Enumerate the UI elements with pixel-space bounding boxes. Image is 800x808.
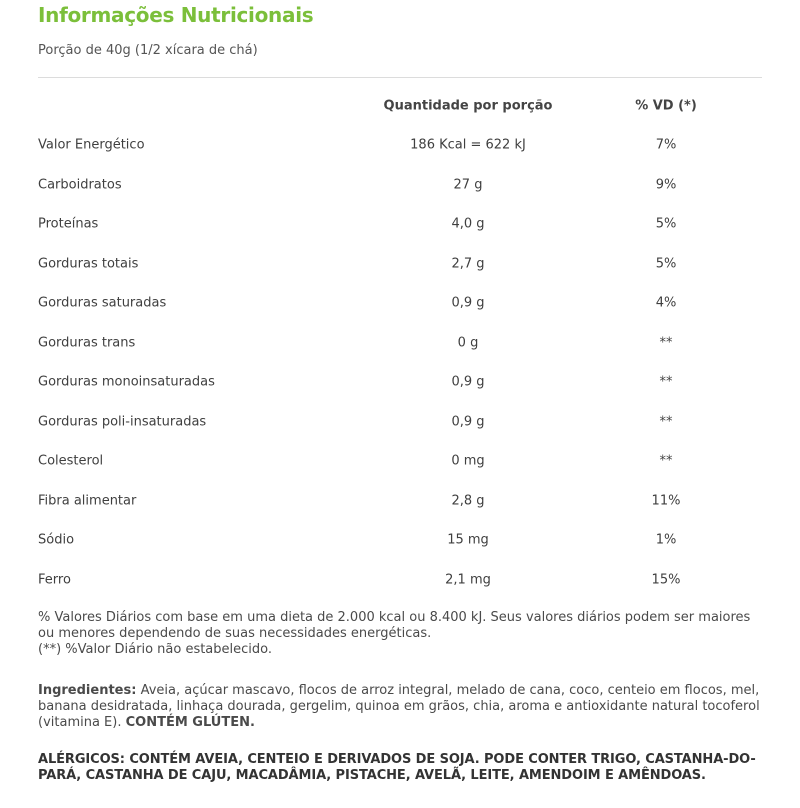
nutrient-daily-value: ** xyxy=(659,414,673,430)
nutrient-daily-value: 4% xyxy=(655,295,677,311)
nutrient-name: Gorduras monoinsaturadas xyxy=(38,374,215,390)
nutrient-quantity: 0 g xyxy=(457,335,479,351)
table-row xyxy=(38,481,762,521)
ingredients-section xyxy=(38,683,762,731)
nutrient-quantity: 0,9 g xyxy=(451,374,485,390)
nutrient-name: Gorduras poli-insaturadas xyxy=(38,414,207,430)
nutrient-quantity: 4,0 g xyxy=(451,216,485,232)
nutrient-quantity: 2,8 g xyxy=(451,493,485,509)
daily-value-notes xyxy=(38,610,762,658)
page-title: Informações Nutricionais xyxy=(38,3,314,27)
table-row xyxy=(38,323,762,363)
table-row xyxy=(38,402,762,442)
nutrient-daily-value: ** xyxy=(659,374,673,390)
nutrient-daily-value: 15% xyxy=(651,572,681,588)
nutrient-quantity: 15 mg xyxy=(447,532,489,548)
nutrient-name: Carboidratos xyxy=(38,177,122,193)
nutrient-name: Sódio xyxy=(38,532,75,548)
nutrition-table xyxy=(38,86,762,600)
nutrient-name: Colesterol xyxy=(38,453,104,469)
nutrient-name: Ferro xyxy=(38,572,71,588)
nutrient-name: Valor Energético xyxy=(38,137,145,153)
nutrient-daily-value: 9% xyxy=(655,177,677,193)
nutrient-quantity: 0,9 g xyxy=(451,295,485,311)
nutrient-name: Fibra alimentar xyxy=(38,493,137,509)
ingredients-label: Ingredientes: xyxy=(38,683,137,698)
table-row xyxy=(38,363,762,403)
ingredients-text xyxy=(38,683,762,731)
nutrient-name: Gorduras trans xyxy=(38,335,136,351)
gluten-warning: CONTÉM GLÚTEN. xyxy=(125,715,255,730)
nutrient-daily-value: 5% xyxy=(655,216,677,232)
not-established-note: (**) %Valor Diário não estabelecido. xyxy=(38,642,273,657)
nutrient-quantity: 27 g xyxy=(453,177,483,193)
nutrient-quantity: 0 mg xyxy=(451,453,485,469)
table-row xyxy=(38,560,762,600)
header-quantity: Quantidade por porção xyxy=(383,98,553,114)
table-row xyxy=(38,126,762,166)
table-row xyxy=(38,521,762,561)
table-row xyxy=(38,442,762,482)
table-row xyxy=(38,284,762,324)
nutrient-daily-value: 11% xyxy=(651,493,681,509)
allergens-warning: ALÉRGICOS: CONTÉM AVEIA, CENTEIO E DERIVADOS DE SOJA. PODE CONTER TRIGO, CASTANHA-DO-PARÁ, CASTANHA DE CAJU, MACADÂMIA, PISTACHE, AVELÃ, LEITE, AMENDOIM E AMÊNDOAS. xyxy=(38,752,756,783)
nutrient-daily-value: 1% xyxy=(655,532,677,548)
ingredients-list: Aveia, açúcar mascavo, flocos de arroz integral, melado de cana, coco, centeio em flocos, mel, banana desidratada, linhaça dourada, gergelim, quinoa em grãos, chia, aroma e antioxidante natural tocoferol (vitamina E). xyxy=(38,683,760,730)
nutrient-quantity: 186 Kcal = 622 kJ xyxy=(410,137,526,153)
table-row xyxy=(38,244,762,284)
table-row xyxy=(38,205,762,245)
nutrient-daily-value: ** xyxy=(659,335,673,351)
nutrient-quantity: 2,1 mg xyxy=(445,572,491,588)
nutrient-name: Gorduras saturadas xyxy=(38,295,167,311)
table-row xyxy=(38,165,762,205)
nutrient-daily-value: 7% xyxy=(655,137,677,153)
nutrient-daily-value: 5% xyxy=(655,256,677,272)
divider xyxy=(38,77,762,78)
header-daily-value: % VD (*) xyxy=(635,98,697,114)
table-header xyxy=(38,86,762,126)
nutrient-name: Gorduras totais xyxy=(38,256,139,272)
portion-size: Porção de 40g (1/2 xícara de chá) xyxy=(38,43,258,58)
nutrient-name: Proteínas xyxy=(38,216,99,232)
nutrient-daily-value: ** xyxy=(659,453,673,469)
daily-value-note: % Valores Diários com base em uma dieta de 2.000 kcal ou 8.400 kJ. Seus valores diários podem ser maiores ou menores dependendo de suas necessidades energéticas. xyxy=(38,610,751,641)
nutrient-quantity: 0,9 g xyxy=(451,414,485,430)
nutrient-quantity: 2,7 g xyxy=(451,256,485,272)
